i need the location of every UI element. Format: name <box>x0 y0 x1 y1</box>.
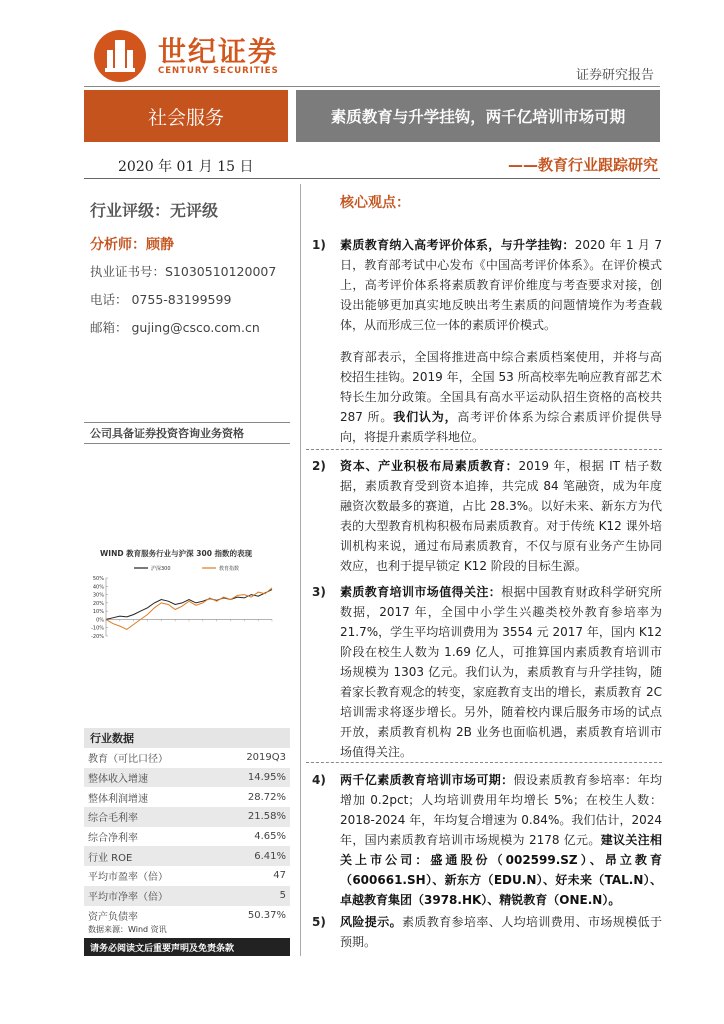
y-tick-label: 30% <box>92 592 104 599</box>
disclaimer-bar[interactable]: 请务必阅读文后重要声明及免责条款 <box>84 938 290 956</box>
report-type: 证券研究报告 <box>575 68 654 83</box>
table-row <box>84 807 290 827</box>
row-value: 50.37% <box>247 909 286 921</box>
point-heading: 风险提示。 <box>340 915 402 929</box>
industry-rating: 行业评级：无评级 <box>90 201 219 220</box>
point-text: 假设素质教育参培率：年均增加 0.2pct；人均培训费用年均增长 5%；在校生人数：2018-2024 年，年均复合增速为 0.84%。我们估计，2024 年，国内素质教育培训市场规模为 2178 亿元。 <box>340 773 662 847</box>
row-label: 整体利润增速 <box>88 793 148 805</box>
table-row <box>84 768 290 788</box>
point-heading: 素质教育纳入高考评价体系，与升学挂钩： <box>340 238 575 252</box>
table-row <box>84 906 290 926</box>
analyst-phone: 电话： 0755-83199599 <box>90 292 232 307</box>
row-label: 平均市净率（倍） <box>88 892 168 904</box>
performance-chart <box>86 560 286 660</box>
point-5 <box>340 912 662 952</box>
row-label: 综合净利率 <box>88 833 138 845</box>
table-row <box>84 846 290 866</box>
y-tick-label: -20% <box>91 634 104 640</box>
table-row <box>84 886 290 906</box>
point-heading: 资本、产业积极布局素质教育： <box>340 459 519 473</box>
row-label: 整体收入增速 <box>88 774 148 786</box>
section-divider <box>306 449 662 450</box>
table-row <box>84 748 290 768</box>
point-number: 3) <box>312 585 326 599</box>
point-text: 素质教育参培率、人均培训费用、市场规模低于预期。 <box>340 915 662 949</box>
row-label: 行业 ROE <box>88 852 133 864</box>
y-tick-label: 50% <box>92 576 104 582</box>
report-title: 素质教育与升学挂钩，两千亿培训市场可期 <box>296 90 660 142</box>
industry-data-header: 行业数据 <box>84 728 290 748</box>
y-tick-label: 0% <box>96 617 104 624</box>
point-1 <box>340 235 662 335</box>
row-label: 平均市盈率（倍） <box>88 872 168 884</box>
point-number: 4) <box>312 773 326 787</box>
y-tick-label: 20% <box>92 600 104 607</box>
core-views-title: 核心观点： <box>340 195 410 211</box>
legend-label: 教育指数 <box>219 566 240 572</box>
company-logo-icon <box>94 30 146 82</box>
row-value: 47 <box>273 870 286 882</box>
point-4 <box>340 770 662 910</box>
point-heading: 我们认为， <box>393 410 458 424</box>
section-divider <box>306 762 662 763</box>
point-text: 2019 年，根据 IT 桔子数据，素质教育受到资本追捧，共完成 84 笔融资，成为年度融资次数最多的赛道，占比 28.3%。以好未来、新东方为代表的大型教育机构积极布局素质教育。对于传统 K12 课外培训机构来说，通过布局素质教育，不仅与原有业务产生协同效应，也利于提早锁定 K12 阶段的目标生源。 <box>340 459 662 573</box>
report-subtitle: ——教育行业跟踪研究 <box>507 156 658 174</box>
row-value: 6.41% <box>254 850 286 862</box>
row-label: 资产负债率 <box>88 911 138 923</box>
legend-label: 沪深300 <box>151 566 171 572</box>
point-3 <box>340 582 662 762</box>
y-tick-label: -10% <box>91 625 104 632</box>
point-text: 高考评价体系为综合素质评价提供导向，将提升素质学科地位。 <box>340 410 662 444</box>
recommended-stocks: 建议关注相关上市公司：盛通股份（002599.SZ）、昂立教育（600661.SH）、新东方（EDU.N）、好未来（TAL.N）、卓越教育集团（3978.HK）、精锐教育（ONE.N）。 <box>340 833 662 907</box>
point-number: 5) <box>312 915 326 929</box>
data-source: 数据来源：Wind 资讯 <box>88 925 167 934</box>
sector-banner: 社会服务 <box>84 90 288 142</box>
analyst-email[interactable]: 邮箱： gujing@csco.com.cn <box>90 320 260 335</box>
row-value: 5 <box>279 890 286 902</box>
row-label: 综合毛利率 <box>88 813 138 825</box>
column-divider <box>300 184 301 956</box>
point-text: 教育部表示，全国将推进高中综合素质档案使用，并将与高校招生挂钩。2019 年，全国 53 所高校率先响应教育部艺术特长生加分政策。全国具有高水平运动队招生资格的高校共 287 所。 <box>340 350 662 424</box>
row-value: 21.58% <box>247 811 286 823</box>
chart-title: WIND 教育服务行业与沪深 300 指数的表现 <box>100 549 253 558</box>
point-heading: 素质教育培训市场值得关注： <box>340 585 502 599</box>
table-row <box>84 866 290 886</box>
date-divider <box>84 178 660 179</box>
point-2 <box>340 456 662 576</box>
company-name-en: CENTURY SECURITIES <box>158 66 279 76</box>
series-line <box>106 590 272 620</box>
row-value: 2019Q3 <box>246 752 286 764</box>
y-tick-label: 40% <box>92 584 104 591</box>
company-name-cn: 世纪证券 <box>158 35 279 68</box>
point-number: 1) <box>312 238 326 252</box>
table-row <box>84 787 290 807</box>
analyst-cert: 执业证书号：S1030510120007 <box>90 264 277 279</box>
qualification-bar: 公司具备证券投资咨询业务资格 <box>84 422 290 444</box>
row-value: 14.95% <box>247 772 286 784</box>
point-heading: 两千亿素质教育培训市场可期： <box>340 773 514 787</box>
report-date: 2020 年 01 月 15 日 <box>118 159 254 175</box>
point-text: 根据中国教育财政科学研究所数据，2017 年，全国中小学生兴趣类校外教育参培率为 21.7%，学生平均培训费用为 3554 元 2017 年，国内 K12 阶段在校生人数为 1.69 亿人，可推算国内素质教育培训市场规模为 1303 亿元。我们认为，素质教育与升学挂钩，随着家长教育观念的转变，家庭教育支出的增长，素质教育 2C 培训需求将逐步增长。另外，随着校内课后服务市场的试点开放，素质教育机构 2B 业务也面临机遇，素质教育培训市场值得关注。 <box>340 585 662 759</box>
series-line <box>106 588 272 630</box>
table-row <box>84 827 290 847</box>
analyst-name: 分析师：顾静 <box>90 237 174 253</box>
point-1-followup <box>340 347 662 447</box>
industry-data-table <box>84 748 290 925</box>
row-value: 28.72% <box>247 791 286 803</box>
header-divider <box>84 86 660 87</box>
point-number: 2) <box>312 459 326 473</box>
row-value: 4.65% <box>254 831 286 843</box>
y-tick-label: 10% <box>92 609 104 616</box>
point-text: 2020 年 1 月 7 日，教育部考试中心发布《中国高考评价体系》。在评价模式上，高考评价体系将素质教育评价维度与考查要求对接，创设出能够更加真实地反映出考生素质的问题情境作为考查载体，从而形成三位一体的素质评价模式。 <box>340 238 662 332</box>
row-label: 教育（可比口径） <box>88 754 168 766</box>
